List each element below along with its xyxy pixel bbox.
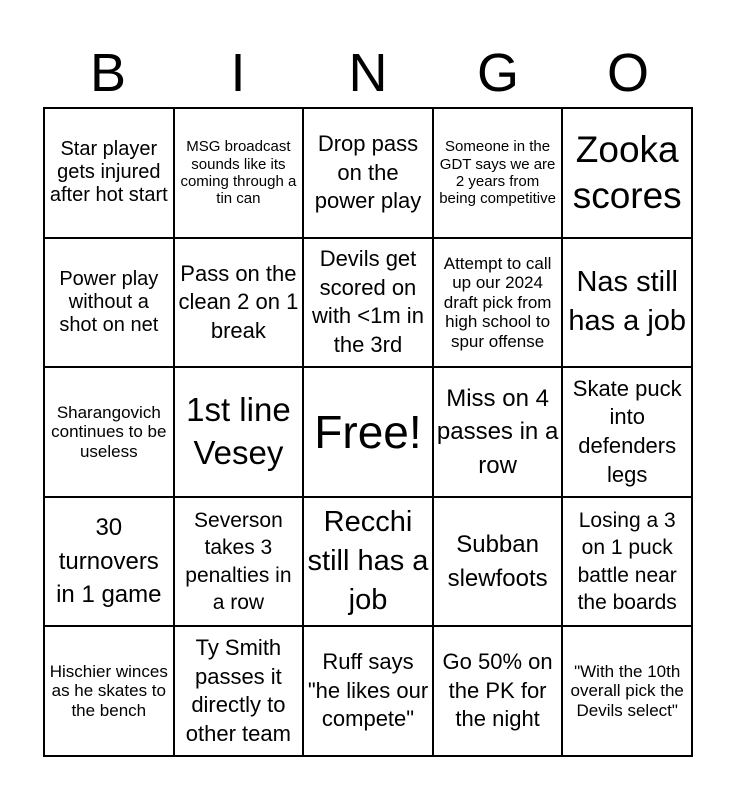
bingo-cell[interactable]: Ruff says "he likes our compete" [303, 626, 433, 756]
bingo-cell[interactable]: Devils get scored on with <1m in the 3rd [303, 238, 433, 368]
bingo-cell[interactable]: 30 turnovers in 1 game [44, 497, 174, 627]
header-letter: B [89, 43, 127, 103]
bingo-cell[interactable]: "With the 10th overall pick the Devils select" [562, 626, 692, 756]
bingo-cell[interactable]: Pass on the clean 2 on 1 break [174, 238, 304, 368]
bingo-cell[interactable]: Drop pass on the power play [303, 108, 433, 238]
bingo-cell[interactable]: Power play without a shot on net [44, 238, 174, 368]
bingo-cell[interactable]: Miss on 4 passes in a row [433, 367, 563, 497]
bingo-cell[interactable]: Zooka scores [562, 108, 692, 238]
bingo-cell[interactable]: Nas still has a job [562, 238, 692, 368]
free-space-cell[interactable]: Free! [303, 367, 433, 497]
bingo-cell[interactable]: Ty Smith passes it directly to other team [174, 626, 304, 756]
header-letter: N [348, 43, 388, 103]
bingo-cell[interactable]: Star player gets injured after hot start [44, 108, 174, 238]
bingo-cell[interactable]: Subban slewfoots [433, 497, 563, 627]
bingo-header [43, 40, 693, 106]
header-letter: O [606, 43, 649, 103]
bingo-cell[interactable]: 1st line Vesey [174, 367, 304, 497]
bingo-cell[interactable]: Go 50% on the PK for the night [433, 626, 563, 756]
bingo-cell[interactable]: Attempt to call up our 2024 draft pick from high school to spur offense [433, 238, 563, 368]
header-letter: G [476, 43, 519, 103]
bingo-cell[interactable]: Someone in the GDT says we are 2 years from being competitive [433, 108, 563, 238]
bingo-cell[interactable]: Sharangovich continues to be useless [44, 367, 174, 497]
bingo-cell[interactable]: Hischier winces as he skates to the bench [44, 626, 174, 756]
header-letter: I [230, 43, 246, 103]
bingo-cell[interactable]: Skate puck into defenders legs [562, 367, 692, 497]
bingo-cell[interactable]: MSG broadcast sounds like its coming through a tin can [174, 108, 304, 238]
bingo-cell[interactable]: Losing a 3 on 1 puck battle near the boards [562, 497, 692, 627]
bingo-cell[interactable]: Recchi still has a job [303, 497, 433, 627]
bingo-cell[interactable]: Severson takes 3 penalties in a row [174, 497, 304, 627]
bingo-grid [43, 107, 693, 757]
